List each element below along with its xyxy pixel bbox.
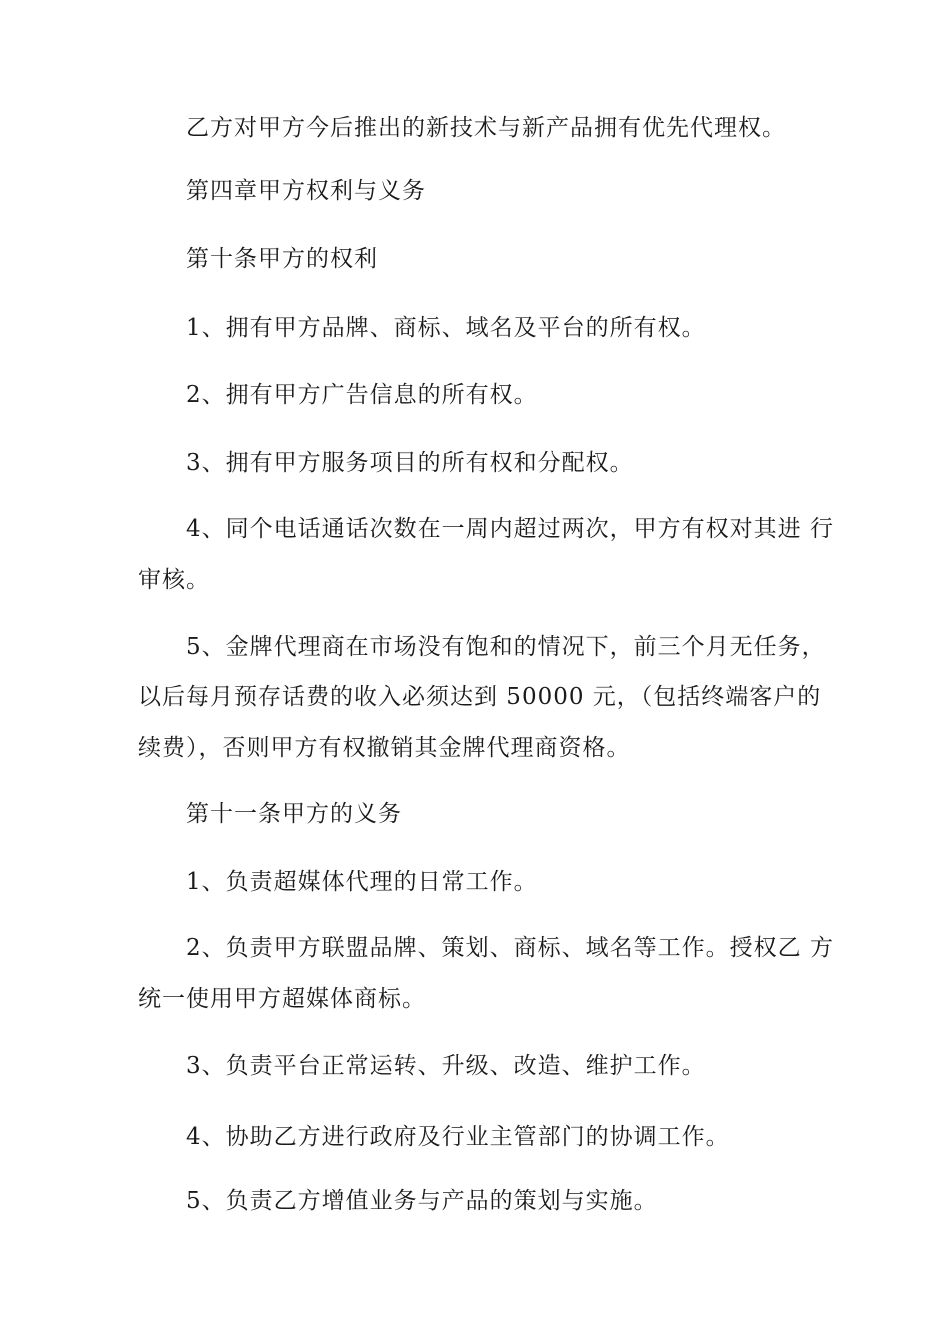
article-heading-obligations: 第十一条甲方的义务: [186, 801, 402, 827]
right-item-5-line-1: 5、金牌代理商在市场没有饱和的情况下，前三个月无任务，: [186, 634, 826, 660]
right-item-2: 2、拥有甲方广告信息的所有权。: [186, 382, 538, 408]
right-item-5-line-3: 续费），否则甲方有权撤销其金牌代理商资格。: [138, 735, 631, 761]
right-item-1: 1、拥有甲方品牌、商标、域名及平台的所有权。: [186, 315, 706, 341]
right-item-4-line-2: 审核。: [138, 567, 210, 593]
right-item-5-line-2: 以后每月预存话费的收入必须达到 50000 元，（包括终端客户的: [138, 684, 822, 710]
obligation-item-2-line-1: 2、负责甲方联盟品牌、策划、商标、域名等工作。授权乙 方: [186, 935, 834, 961]
obligation-item-4: 4、协助乙方进行政府及行业主管部门的协调工作。: [186, 1124, 730, 1150]
right-item-3: 3、拥有甲方服务项目的所有权和分配权。: [186, 450, 634, 476]
obligation-item-5: 5、负责乙方增值业务与产品的策划与实施。: [186, 1188, 658, 1214]
obligation-item-1: 1、负责超媒体代理的日常工作。: [186, 869, 538, 895]
obligation-item-3: 3、负责平台正常运转、升级、改造、维护工作。: [186, 1053, 706, 1079]
right-item-4-line-1: 4、同个电话通话次数在一周内超过两次，甲方有权对其进 行: [186, 516, 834, 542]
article-heading-rights: 第十条甲方的权利: [186, 246, 378, 272]
chapter-heading: 第四章甲方权利与义务: [186, 178, 426, 204]
paragraph-priority-agency: 乙方对甲方今后推出的新技术与新产品拥有优先代理权。: [186, 115, 786, 141]
obligation-item-2-line-2: 统一使用甲方超媒体商标。: [138, 986, 426, 1012]
